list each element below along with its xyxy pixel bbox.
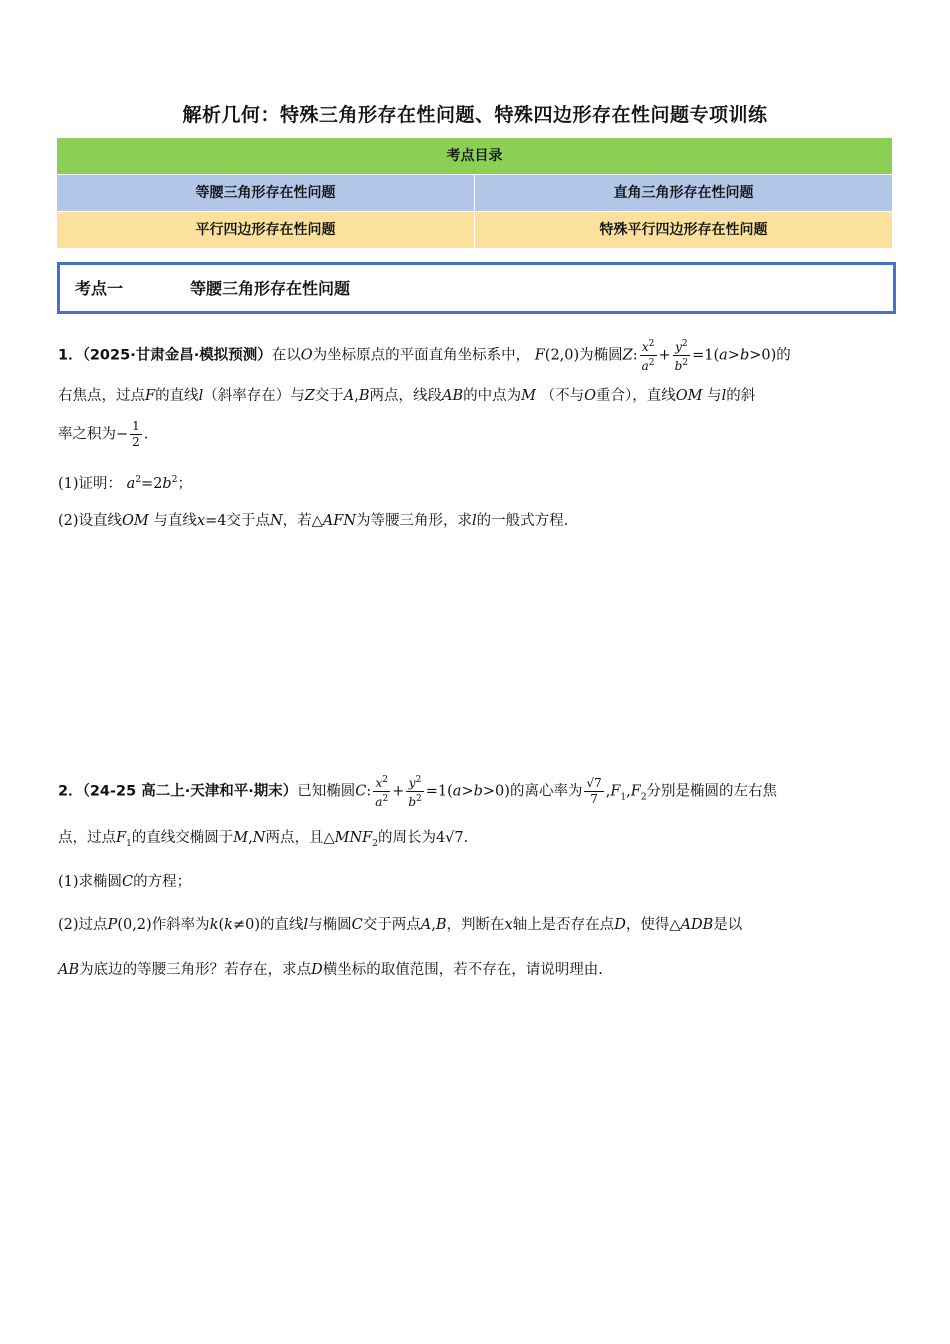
q1-part-2: (2)设直线OM 与直线x=4交于点N，若△AFN为等腰三角形，求l的一般式方程. [58, 513, 569, 529]
q2-part-2: (2)过点P(0,2)作斜率为k(k≠0)的直线l与椭圆C交于两点A,B，判断在x轴上是否存在点D，使得△ADB是以 [58, 917, 743, 933]
q2-line-1: 2．（24-25 高二上·天津和平·期末）已知椭圆C: $\frac{x^2}{a^2}$ + $\frac{y^2}{b^2}$ =1(a>b>0)的离心率为 $\frac{√7}{7}$ $,F_1,F_2$分别是椭圆的左右焦 [58, 775, 778, 809]
toc-row [57, 175, 892, 211]
q2-part-1: (1)求椭圆C的方程； [58, 874, 192, 890]
section-heading [57, 262, 896, 314]
q1-line-1: 1．（2025·甘肃金昌·模拟预测）在以O为坐标原点的平面直角坐标系中， F(2,0)为椭圆Z: $\frac{x^2}{a^2}$ + $\frac{y^2}{b^2}$ =1(a>b>0)的 [58, 339, 791, 373]
q2-source: 2．（24-25 高二上·天津和平·期末） [58, 783, 298, 800]
q2-line-5: AB为底边的等腰三角形？若存在，求点D横坐标的取值范围，若不存在，请说明理由. [58, 962, 603, 978]
toc-row [57, 212, 892, 248]
page-title: 解析几何：特殊三角形存在性问题、特殊四边形存在性问题专项训练 [182, 104, 768, 126]
q1-part-1: (1)证明： $a^2=2b^2$； [58, 475, 192, 492]
q2-line-2: 点，过点$F_1$的直线交椭圆于M,N两点，且$\triangle MNF_2$的周长为4√7. [58, 830, 469, 849]
q1-line-2: 右焦点，过点F的直线l（斜率存在）与Z交于A,B两点，线段AB的中点为M （不与O重合），直线OM 与l的斜 [58, 388, 756, 404]
toc-header: 考点目录 [57, 138, 892, 174]
toc-item-parallelogram[interactable]: 平行四边形存在性问题 [57, 212, 474, 248]
q1-line-3: 率之积为− $\frac{1}{2}$ . [58, 419, 149, 449]
toc-item-right-triangle[interactable]: 直角三角形存在性问题 [475, 175, 892, 211]
section-name: 等腰三角形存在性问题 [190, 279, 351, 298]
section-number: 考点一 [75, 279, 124, 298]
q1-source: 1．（2025·甘肃金昌·模拟预测） [58, 347, 272, 364]
toc-item-special-parallelogram[interactable]: 特殊平行四边形存在性问题 [475, 212, 892, 248]
toc-item-isosceles[interactable]: 等腰三角形存在性问题 [57, 175, 474, 211]
toc-table [57, 138, 892, 249]
